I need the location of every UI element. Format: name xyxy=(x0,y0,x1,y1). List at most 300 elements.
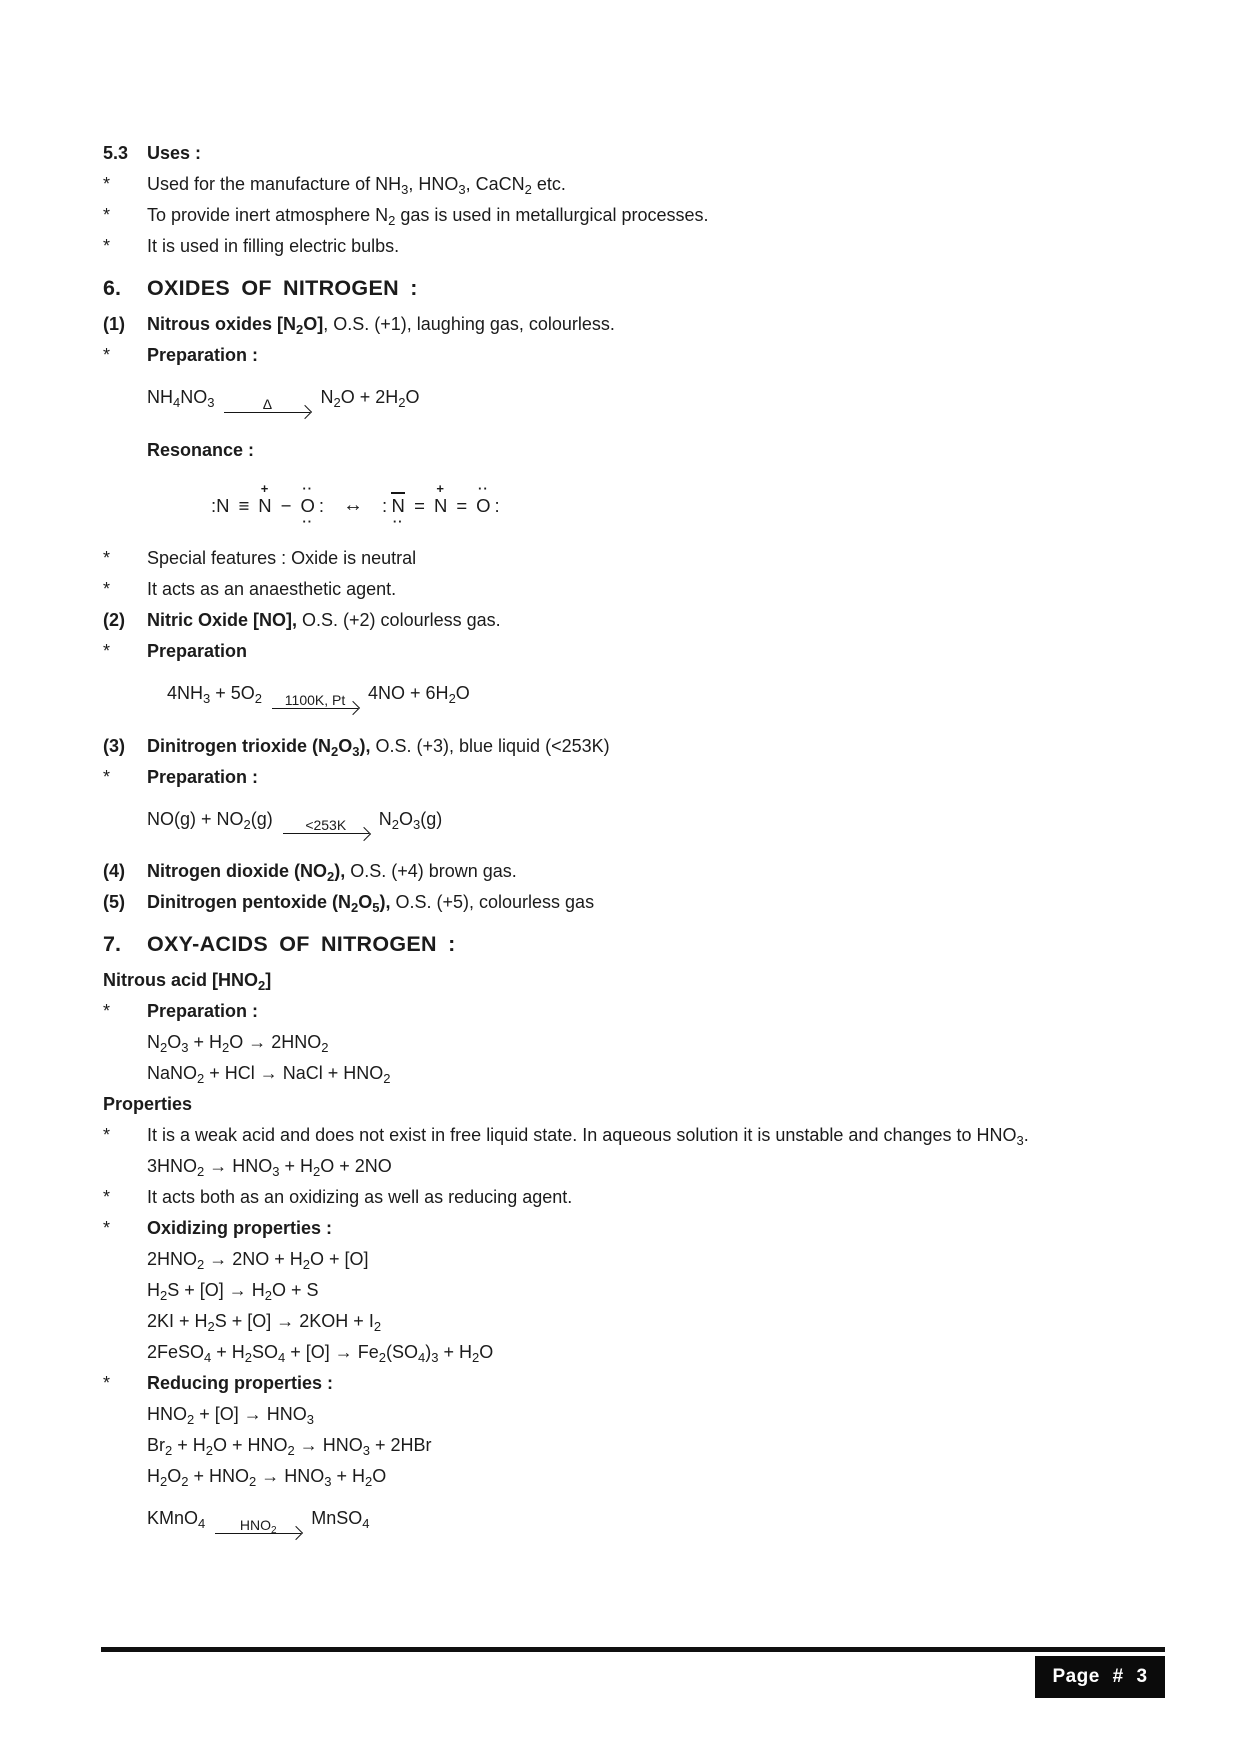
text-run: O xyxy=(479,1342,494,1363)
subscript: 2 xyxy=(207,1319,215,1335)
text-run: 2HNO xyxy=(147,1249,198,1270)
doc-line xyxy=(103,965,1202,996)
doc-line xyxy=(103,996,1202,1027)
line-marker: * xyxy=(103,578,111,599)
text-run: + [O] → HNO xyxy=(194,1404,307,1425)
subscript: 2 xyxy=(287,1443,295,1459)
doc-line xyxy=(103,309,1202,340)
text-run: N xyxy=(320,387,334,407)
text-run: 1100K, Pt xyxy=(284,691,346,708)
text-run: 4NH xyxy=(167,682,204,703)
text-run: Nitric Oxide [NO], xyxy=(147,609,298,630)
text-run: NaNO xyxy=(147,1063,198,1084)
subscript: 4 xyxy=(418,1350,426,1366)
text-run: Nitrogen dioxide (NO xyxy=(147,861,327,882)
line-body xyxy=(147,340,1202,371)
equation-line xyxy=(103,382,1202,424)
doc-line xyxy=(103,340,1202,371)
doc-line xyxy=(103,138,1202,169)
text-run: O xyxy=(455,682,470,703)
subscript: 2 xyxy=(351,900,359,916)
arrow-label xyxy=(254,396,281,412)
subscript: 2 xyxy=(187,1412,195,1428)
text-run: NH xyxy=(147,387,173,407)
subscript: 2 xyxy=(160,1040,168,1056)
doc-line xyxy=(103,1368,1202,1399)
line-body xyxy=(147,1151,1202,1182)
text-run: → HNO xyxy=(204,1156,273,1177)
text-run: O.S. (+5), colourless gas xyxy=(390,892,595,913)
text-run: O + HNO xyxy=(212,1435,288,1456)
subscript: 2 xyxy=(243,816,251,832)
text-run: Nitrous acid [HNO xyxy=(103,970,259,991)
subscript: 2 xyxy=(373,1319,382,1335)
text-run: etc. xyxy=(531,174,566,194)
line-body xyxy=(147,480,1202,529)
subscript: 3 xyxy=(431,1350,439,1366)
line-body xyxy=(147,1058,1202,1089)
subscript: 2 xyxy=(244,1350,253,1366)
subscript: 4 xyxy=(204,1350,212,1366)
line-body xyxy=(147,605,1202,636)
atom-symbol: N xyxy=(258,494,272,516)
text-run: Dinitrogen trioxide (N xyxy=(147,735,331,756)
atom-bottom-mark xyxy=(495,517,500,527)
text-run: + HCl → NaCl + HNO xyxy=(204,1063,384,1084)
text-run: SO xyxy=(252,1342,279,1363)
line-marker: (1) xyxy=(103,314,125,334)
subscript: 2 xyxy=(197,1257,205,1273)
equation-line xyxy=(103,678,1202,720)
subscript: 2 xyxy=(388,213,396,228)
line-body xyxy=(147,804,1202,846)
doc-line xyxy=(103,856,1202,887)
line-body xyxy=(147,309,1202,340)
line-marker: * xyxy=(103,1187,111,1208)
line-marker: * xyxy=(103,1001,111,1022)
atom-bottom-mark xyxy=(242,517,247,527)
labeled-arrow-icon xyxy=(272,692,358,720)
doc-line xyxy=(103,435,1202,466)
text-run: O xyxy=(338,735,353,756)
text-run: N xyxy=(147,1032,160,1053)
doc-line xyxy=(103,1120,1202,1151)
atom-top-mark: ·· xyxy=(302,480,314,496)
subscript: 2 xyxy=(378,1350,387,1366)
line-body xyxy=(147,1120,1202,1151)
subscript: 2 xyxy=(472,1350,480,1366)
atom-bottom-mark xyxy=(284,517,289,527)
doc-line xyxy=(103,1399,1202,1430)
text-run: + H xyxy=(331,1466,365,1487)
subscript: 2 xyxy=(197,1164,205,1180)
text-run: Br xyxy=(147,1435,165,1456)
line-marker: (5) xyxy=(103,892,125,913)
line-body xyxy=(147,887,1202,918)
text-run: <253K xyxy=(305,817,347,834)
subscript: 2 xyxy=(160,1288,168,1304)
subscript: 2 xyxy=(296,322,304,337)
text-run: , HNO xyxy=(408,174,459,194)
text-run: Preparation : xyxy=(147,766,259,787)
line-marker: * xyxy=(103,174,111,194)
atom-bottom-mark xyxy=(459,517,464,527)
line-body xyxy=(147,856,1202,887)
arrow-label xyxy=(231,1517,286,1536)
line-marker: * xyxy=(103,1373,111,1394)
text-run: O + S xyxy=(272,1280,319,1301)
line-body xyxy=(147,138,1202,169)
equation-line xyxy=(103,1503,1202,1545)
doc-line xyxy=(103,887,1202,918)
doc-line xyxy=(103,200,1202,231)
line-body xyxy=(147,1213,1202,1244)
line-body xyxy=(147,926,1202,962)
text-run: + H xyxy=(172,1435,206,1456)
line-marker: (3) xyxy=(103,735,125,756)
text-run: HNO xyxy=(239,1517,272,1533)
subscript: 5 xyxy=(372,900,380,916)
subscript: 3 xyxy=(362,1443,370,1459)
text-run: + H xyxy=(438,1342,473,1363)
line-body xyxy=(147,574,1202,605)
atom-bottom-mark xyxy=(382,517,387,527)
line-marker: * xyxy=(103,236,111,256)
text-run: It acts both as an oxidizing as well as reducing agent. xyxy=(147,1187,573,1208)
text-run: O] xyxy=(303,314,324,334)
line-marker: 7. xyxy=(103,932,121,957)
equation-line xyxy=(103,804,1202,846)
text-run: Special features : Oxide is neutral xyxy=(147,547,417,568)
atom-top-mark xyxy=(218,484,223,494)
atom xyxy=(451,484,472,527)
text-run: (SO xyxy=(386,1342,419,1363)
doc-content xyxy=(103,138,1202,1556)
text-run: + HNO xyxy=(188,1466,249,1487)
atom-symbol: O xyxy=(476,494,491,516)
doc-line xyxy=(103,1027,1202,1058)
text-run: To provide inert atmosphere N xyxy=(147,205,389,225)
text-run: Properties xyxy=(103,1094,193,1115)
subscript: 2 xyxy=(254,690,263,706)
line-marker: (4) xyxy=(103,861,125,882)
text-run: 4NO + 6H xyxy=(368,682,449,703)
subscript: 2 xyxy=(331,743,339,759)
text-run: HNO xyxy=(147,1404,187,1425)
text-run: Preparation : xyxy=(147,1001,259,1022)
subscript: 2 xyxy=(264,1288,272,1304)
text-run: NO xyxy=(180,387,208,407)
line-body xyxy=(103,1089,1202,1120)
subscript: 2 xyxy=(321,1040,329,1056)
text-run: OXY-ACIDS OF NITROGEN : xyxy=(147,932,456,957)
subscript: 3 xyxy=(401,182,409,197)
subscript: 3 xyxy=(458,182,466,197)
line-body xyxy=(147,1430,1202,1461)
subscript: 4 xyxy=(362,1516,370,1532)
text-run: + H xyxy=(211,1342,245,1363)
text-run: ] xyxy=(265,970,272,991)
text-run: KMnO xyxy=(147,1508,199,1529)
atom xyxy=(409,484,430,527)
text-run: S + [O] → H xyxy=(167,1280,265,1301)
line-body xyxy=(147,1368,1202,1399)
atom-top-mark xyxy=(495,484,500,494)
text-run: O xyxy=(358,892,373,913)
arrow-label xyxy=(296,817,355,833)
atom-symbol: ↔ xyxy=(343,493,364,516)
subscript: 3 xyxy=(203,690,211,706)
atom-symbol: : xyxy=(494,494,500,516)
text-run: S + [O] → 2KOH + I xyxy=(214,1311,374,1332)
text-run: Δ xyxy=(262,395,273,412)
subscript: 2 xyxy=(197,1071,205,1087)
section-heading xyxy=(103,926,1202,962)
subscript: 2 xyxy=(524,182,532,197)
subscript: 2 xyxy=(271,1525,277,1536)
subscript: 2 xyxy=(391,816,399,832)
text-run: O.S. (+4) brown gas. xyxy=(345,861,517,882)
atom-bottom-mark xyxy=(263,517,268,527)
text-run: Oxidizing properties : xyxy=(147,1218,333,1239)
subscript: 2 xyxy=(258,978,266,994)
text-run: O xyxy=(398,808,413,829)
atom xyxy=(234,484,255,527)
atom-symbol: = xyxy=(456,494,468,516)
atom xyxy=(382,484,387,527)
line-body xyxy=(147,435,1202,466)
text-run: O + [O] xyxy=(310,1249,369,1270)
doc-line xyxy=(103,1275,1202,1306)
doc-line xyxy=(103,1337,1202,1368)
atom-top-mark xyxy=(242,484,247,494)
text-run: (g) xyxy=(250,808,273,829)
line-body xyxy=(147,1461,1202,1492)
text-run: 2KI + H xyxy=(147,1311,208,1332)
text-run: → HNO xyxy=(294,1435,363,1456)
arrow-shaft xyxy=(215,1533,301,1545)
atom-top-mark: ·· xyxy=(478,480,489,496)
subscript: 2 xyxy=(222,1040,230,1056)
arrow-shaft xyxy=(283,833,369,845)
line-marker: * xyxy=(103,547,111,568)
text-run: + H xyxy=(279,1156,314,1177)
atom-symbol: = xyxy=(414,494,425,516)
subscript: 3 xyxy=(352,743,360,759)
line-marker: 6. xyxy=(103,276,121,300)
subscript: 2 xyxy=(205,1443,213,1459)
text-run: OXIDES OF NITROGEN : xyxy=(147,276,418,300)
text-run: O xyxy=(167,1466,182,1487)
text-run: . xyxy=(1023,1125,1029,1146)
doc-line xyxy=(103,1089,1202,1120)
atom-bottom-mark xyxy=(351,517,356,527)
labeled-arrow-icon xyxy=(215,1517,301,1545)
section-heading xyxy=(103,270,1202,306)
text-run: 3HNO xyxy=(147,1156,198,1177)
atom xyxy=(391,484,405,527)
atom-top-mark xyxy=(459,484,464,494)
line-body xyxy=(147,1027,1202,1058)
arrow-shaft xyxy=(224,412,310,424)
footer-rule xyxy=(101,1647,1165,1652)
atom-symbol: N xyxy=(391,494,405,516)
text-run: Uses : xyxy=(147,143,202,163)
text-run: → HNO xyxy=(256,1466,325,1487)
doc-line xyxy=(103,1182,1202,1213)
line-body xyxy=(147,1399,1202,1430)
subscript: 3 xyxy=(181,1040,189,1056)
text-run: O + 2NO xyxy=(320,1156,392,1177)
text-run: O.S. (+3), blue liquid (<253K) xyxy=(370,735,610,756)
atom xyxy=(300,480,315,529)
text-run: Preparation : xyxy=(147,345,259,365)
doc-line xyxy=(103,1306,1202,1337)
text-run: Preparation xyxy=(147,640,248,661)
text-run: ), xyxy=(334,861,346,882)
line-body xyxy=(147,1275,1202,1306)
atom xyxy=(258,480,272,527)
atom-bottom-mark: ·· xyxy=(302,513,314,529)
line-marker: (2) xyxy=(103,609,125,630)
subscript: 2 xyxy=(365,1474,373,1490)
line-body xyxy=(147,996,1202,1027)
text-run: MnSO xyxy=(311,1508,363,1529)
doc-line xyxy=(103,231,1202,262)
text-run: O xyxy=(167,1032,182,1053)
doc-line xyxy=(103,762,1202,793)
atom-top-mark: + xyxy=(436,480,445,496)
atom-bottom-mark xyxy=(218,517,223,527)
line-body xyxy=(147,270,1202,306)
atom-bottom-mark: ·· xyxy=(392,513,404,529)
line-marker: * xyxy=(103,1218,111,1239)
atom-symbol: ≡ xyxy=(238,494,250,516)
text-run: + H xyxy=(188,1032,222,1053)
line-body xyxy=(147,200,1202,231)
atom-bottom-mark xyxy=(417,517,422,527)
atom xyxy=(328,484,378,527)
atom-bottom-mark xyxy=(438,517,443,527)
doc-line xyxy=(103,169,1202,200)
page-number-label: Page # 3 xyxy=(1052,1666,1148,1687)
text-run: → 2NO + H xyxy=(204,1249,303,1270)
atom-symbol: :N xyxy=(211,494,230,516)
doc-line xyxy=(103,1058,1202,1089)
atom-bottom-mark xyxy=(481,517,486,527)
subscript: 2 xyxy=(313,1164,321,1180)
resonance-structure xyxy=(103,480,1202,529)
text-run: H xyxy=(147,1280,160,1301)
atom-top-mark xyxy=(382,484,387,494)
atom-symbol: : xyxy=(318,494,325,516)
arrow-label xyxy=(276,692,354,708)
line-body xyxy=(147,1337,1202,1368)
atom-top-mark xyxy=(417,484,422,494)
doc-line xyxy=(103,1430,1202,1461)
subscript: 3 xyxy=(1016,1133,1024,1149)
doc-line xyxy=(103,1244,1202,1275)
line-marker: * xyxy=(103,766,111,787)
bond-bar xyxy=(391,484,405,494)
line-body xyxy=(147,1503,1202,1545)
text-run: ) xyxy=(425,1342,432,1363)
text-run: H xyxy=(147,1466,160,1487)
doc-line xyxy=(103,574,1202,605)
subscript: 2 xyxy=(181,1474,189,1490)
line-marker: * xyxy=(103,640,111,661)
subscript: 4 xyxy=(173,395,181,410)
text-run: O xyxy=(405,387,420,407)
subscript: 3 xyxy=(272,1164,280,1180)
subscript: 3 xyxy=(324,1474,332,1490)
subscript: 2 xyxy=(302,1257,311,1273)
line-body xyxy=(147,231,1202,262)
text-run: 2FeSO xyxy=(147,1342,205,1363)
text-run: Resonance : xyxy=(147,439,255,460)
atom xyxy=(276,484,297,527)
page-number-badge xyxy=(1035,1656,1165,1698)
line-body xyxy=(147,382,1202,424)
line-body xyxy=(147,169,1202,200)
line-marker: * xyxy=(103,205,111,225)
text-run: , O.S. (+1), laughing gas, colourless. xyxy=(323,314,615,334)
subscript: 2 xyxy=(398,395,406,410)
subscript: 4 xyxy=(278,1350,286,1366)
line-body xyxy=(147,678,1202,720)
text-run: + 5O xyxy=(210,682,255,703)
subscript: 2 xyxy=(333,395,341,410)
subscript: 2 xyxy=(165,1443,173,1459)
text-run: O + 2H xyxy=(340,387,399,407)
text-run: NO(g) + NO xyxy=(147,808,244,829)
line-body xyxy=(147,1306,1202,1337)
doc-line xyxy=(103,1213,1202,1244)
text-run: + [O] → Fe xyxy=(285,1342,379,1363)
text-run: Used for the manufacture of NH xyxy=(147,174,402,194)
labeled-arrow-icon xyxy=(283,817,369,845)
text-run: O → 2HNO xyxy=(229,1032,322,1053)
atom-top-mark xyxy=(351,484,356,494)
text-run: Reducing properties : xyxy=(147,1373,334,1394)
subscript: 2 xyxy=(383,1071,391,1087)
subscript: 4 xyxy=(198,1516,206,1532)
arrow-shaft xyxy=(272,708,358,720)
line-marker: * xyxy=(103,1125,111,1146)
text-run: N xyxy=(378,808,392,829)
subscript: 3 xyxy=(413,816,421,832)
atom-bottom-mark xyxy=(319,517,324,527)
labeled-arrow-icon xyxy=(224,396,310,424)
atom-top-mark xyxy=(319,484,324,494)
doc-line xyxy=(103,636,1202,667)
doc-line xyxy=(103,543,1202,574)
subscript: 2 xyxy=(160,1474,168,1490)
text-run: (g) xyxy=(420,808,443,829)
text-run: It is a weak acid and does not exist in free liquid state. In aqueous solution it is unstable and changes to HNO xyxy=(147,1125,1017,1146)
text-run: Dinitrogen pentoxide (N xyxy=(147,892,351,913)
doc-line xyxy=(103,605,1202,636)
atom xyxy=(319,484,324,527)
line-body xyxy=(147,1182,1202,1213)
line-body xyxy=(147,762,1202,793)
atom-symbol: − xyxy=(280,494,292,516)
subscript: 3 xyxy=(306,1412,314,1428)
text-run: It acts as an anaesthetic agent. xyxy=(147,578,397,599)
atom xyxy=(495,484,500,527)
atom-symbol: : xyxy=(382,494,388,516)
line-body xyxy=(147,543,1202,574)
